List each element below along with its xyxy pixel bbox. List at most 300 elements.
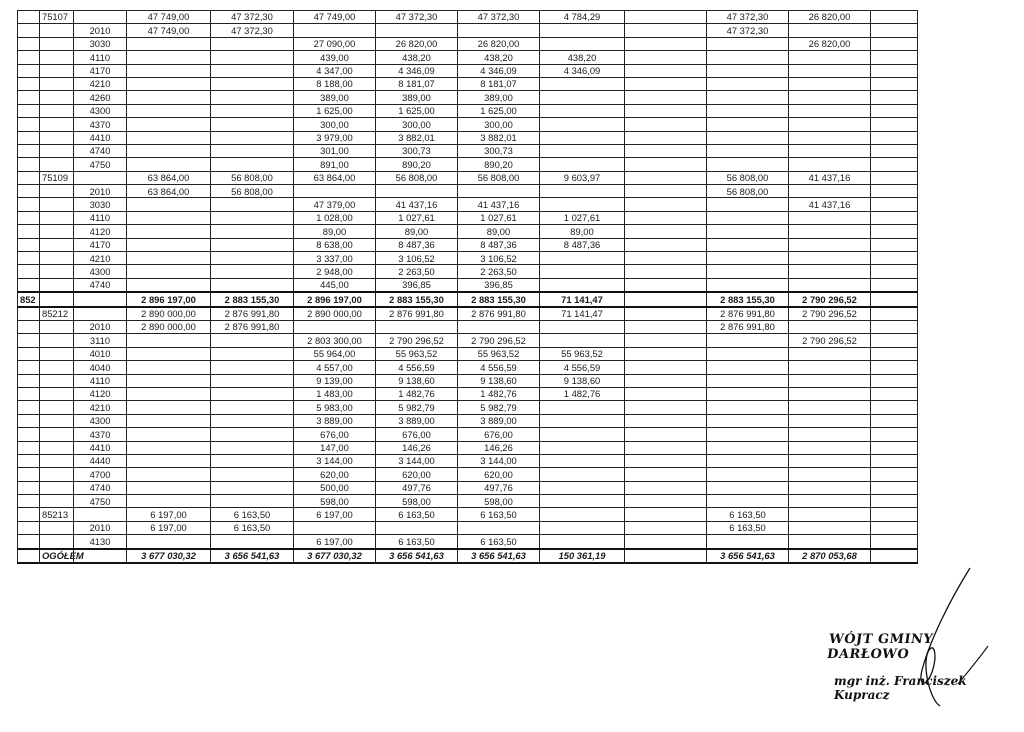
- cell-value: [294, 521, 376, 534]
- cell-value: [871, 361, 918, 374]
- cell-paragraf: [74, 307, 127, 321]
- cell-dzial: [18, 171, 40, 184]
- cell-value: [540, 278, 625, 292]
- cell-rozdzial: [40, 428, 74, 441]
- cell-value: [625, 307, 707, 321]
- cell-value: 891,00: [294, 158, 376, 171]
- cell-value: [871, 508, 918, 521]
- cell-value: [871, 401, 918, 414]
- cell-value: 2 790 296,52: [376, 334, 458, 347]
- cell-rozdzial: [40, 334, 74, 347]
- cell-value: 598,00: [294, 495, 376, 508]
- cell-value: [789, 225, 871, 238]
- cell-value: [540, 454, 625, 467]
- table-row: [18, 252, 918, 265]
- cell-paragraf: 4700: [74, 468, 127, 481]
- cell-value: [540, 414, 625, 427]
- table-row: [18, 118, 918, 131]
- cell-paragraf: 4110: [74, 211, 127, 224]
- chapter-row: [18, 307, 918, 321]
- cell-paragraf: 4120: [74, 387, 127, 400]
- cell-value: [625, 374, 707, 387]
- cell-value: [540, 198, 625, 211]
- cell-value: 300,00: [458, 118, 540, 131]
- cell-value: [625, 334, 707, 347]
- cell-value: [540, 481, 625, 494]
- cell-value: 396,85: [376, 278, 458, 292]
- cell-value: [540, 24, 625, 37]
- cell-value: [540, 468, 625, 481]
- cell-paragraf: 4110: [74, 374, 127, 387]
- cell-value: 55 963,52: [540, 347, 625, 360]
- cell-value: 497,76: [376, 481, 458, 494]
- cell-value: [625, 225, 707, 238]
- cell-value: [540, 185, 625, 198]
- cell-value: 2 876 991,80: [707, 320, 789, 333]
- cell-value: [211, 37, 294, 50]
- cell-value: [540, 441, 625, 454]
- cell-value: [789, 51, 871, 64]
- table-row: [18, 495, 918, 508]
- cell-paragraf: 4130: [74, 535, 127, 549]
- cell-dzial: [18, 252, 40, 265]
- cell-value: [707, 131, 789, 144]
- cell-value: [871, 374, 918, 387]
- cell-value: 2 883 155,30: [458, 292, 540, 306]
- total-row: [18, 549, 918, 563]
- cell-rozdzial: [40, 401, 74, 414]
- cell-value: [211, 144, 294, 157]
- cell-value: 6 163,50: [376, 535, 458, 549]
- cell-dzial: [18, 118, 40, 131]
- cell-value: 1 028,00: [294, 211, 376, 224]
- cell-paragraf: 3110: [74, 334, 127, 347]
- cell-value: 4 557,00: [294, 361, 376, 374]
- cell-value: [789, 441, 871, 454]
- cell-value: 676,00: [376, 428, 458, 441]
- cell-paragraf: 4210: [74, 401, 127, 414]
- cell-value: 2 876 991,80: [376, 307, 458, 321]
- cell-paragraf: 3030: [74, 37, 127, 50]
- cell-value: [789, 91, 871, 104]
- cell-value: [871, 468, 918, 481]
- cell-rozdzial: [40, 51, 74, 64]
- cell-value: [127, 91, 211, 104]
- cell-value: [211, 64, 294, 77]
- cell-paragraf: 4440: [74, 454, 127, 467]
- table-row: [18, 374, 918, 387]
- cell-paragraf: [74, 508, 127, 521]
- cell-value: 389,00: [294, 91, 376, 104]
- cell-paragraf: 2010: [74, 24, 127, 37]
- cell-value: 2 790 296,52: [458, 334, 540, 347]
- cell-paragraf: 4210: [74, 252, 127, 265]
- cell-value: [625, 24, 707, 37]
- table-row: [18, 211, 918, 224]
- cell-value: 3 889,00: [376, 414, 458, 427]
- cell-value: 2 883 155,30: [211, 292, 294, 306]
- cell-value: [540, 495, 625, 508]
- cell-value: [871, 387, 918, 400]
- cell-value: [540, 535, 625, 549]
- cell-value: [211, 91, 294, 104]
- cell-value: [789, 24, 871, 37]
- cell-value: [789, 238, 871, 251]
- table-row: [18, 535, 918, 549]
- cell-value: [127, 131, 211, 144]
- cell-value: [789, 521, 871, 534]
- cell-rozdzial: [40, 104, 74, 117]
- cell-value: [625, 64, 707, 77]
- cell-value: [211, 361, 294, 374]
- cell-dzial: [18, 401, 40, 414]
- cell-value: [871, 495, 918, 508]
- cell-value: [789, 131, 871, 144]
- cell-value: [127, 198, 211, 211]
- table-row: [18, 104, 918, 117]
- cell-value: [625, 454, 707, 467]
- table-row: [18, 414, 918, 427]
- cell-value: 620,00: [294, 468, 376, 481]
- cell-value: [625, 144, 707, 157]
- cell-dzial: [18, 495, 40, 508]
- cell-paragraf: 4750: [74, 158, 127, 171]
- cell-value: 3 656 541,63: [707, 549, 789, 563]
- cell-value: [540, 104, 625, 117]
- cell-value: 2 896 197,00: [127, 292, 211, 306]
- cell-value: 2 803 300,00: [294, 334, 376, 347]
- cell-dzial: [18, 185, 40, 198]
- cell-value: 1 482,76: [458, 387, 540, 400]
- cell-paragraf: [74, 171, 127, 184]
- cell-value: [127, 347, 211, 360]
- cell-value: 89,00: [540, 225, 625, 238]
- cell-rozdzial: [40, 252, 74, 265]
- stamp-title: WÓJT GMINY DARŁOWO: [825, 632, 935, 662]
- cell-value: 56 808,00: [707, 185, 789, 198]
- table-row: [18, 91, 918, 104]
- cell-value: 2 790 296,52: [789, 307, 871, 321]
- table-row: [18, 51, 918, 64]
- cell-value: 2 948,00: [294, 265, 376, 278]
- cell-paragraf: 2010: [74, 521, 127, 534]
- table-row: [18, 401, 918, 414]
- cell-value: 26 820,00: [789, 37, 871, 50]
- cell-paragraf: 4410: [74, 441, 127, 454]
- cell-value: [625, 441, 707, 454]
- cell-value: 55 963,52: [376, 347, 458, 360]
- cell-rozdzial: [40, 481, 74, 494]
- cell-value: [707, 334, 789, 347]
- cell-dzial: [18, 104, 40, 117]
- cell-value: 5 982,79: [376, 401, 458, 414]
- cell-value: 3 144,00: [458, 454, 540, 467]
- cell-value: [625, 361, 707, 374]
- cell-value: [540, 144, 625, 157]
- cell-value: 2 876 991,80: [458, 307, 540, 321]
- cell-value: 1 027,61: [376, 211, 458, 224]
- cell-value: [707, 481, 789, 494]
- cell-value: 500,00: [294, 481, 376, 494]
- cell-value: 89,00: [458, 225, 540, 238]
- cell-value: [789, 454, 871, 467]
- cell-value: [625, 481, 707, 494]
- cell-value: 1 625,00: [294, 104, 376, 117]
- cell-value: 71 141,47: [540, 307, 625, 321]
- cell-value: [211, 104, 294, 117]
- cell-value: [211, 238, 294, 251]
- cell-rozdzial: OGÓŁEM: [40, 549, 74, 563]
- cell-value: 56 808,00: [458, 171, 540, 184]
- cell-paragraf: 4260: [74, 91, 127, 104]
- cell-value: [625, 320, 707, 333]
- table-row: [18, 131, 918, 144]
- cell-value: 8 487,36: [458, 238, 540, 251]
- cell-value: [540, 252, 625, 265]
- cell-value: [789, 118, 871, 131]
- cell-value: [625, 428, 707, 441]
- cell-value: [127, 428, 211, 441]
- cell-value: 2 890 000,00: [127, 320, 211, 333]
- cell-value: 2 876 991,80: [707, 307, 789, 321]
- cell-value: [211, 495, 294, 508]
- table-row: [18, 265, 918, 278]
- cell-value: [871, 104, 918, 117]
- cell-value: 620,00: [458, 468, 540, 481]
- cell-value: [211, 225, 294, 238]
- cell-value: [871, 225, 918, 238]
- cell-value: [707, 468, 789, 481]
- table-row: [18, 77, 918, 90]
- cell-value: 8 181,07: [458, 77, 540, 90]
- cell-value: [625, 185, 707, 198]
- cell-value: [707, 454, 789, 467]
- cell-value: [789, 211, 871, 224]
- cell-value: 41 437,16: [789, 198, 871, 211]
- cell-value: 3 337,00: [294, 252, 376, 265]
- cell-dzial: [18, 441, 40, 454]
- cell-dzial: [18, 24, 40, 37]
- cell-value: 1 483,00: [294, 387, 376, 400]
- cell-rozdzial: [40, 468, 74, 481]
- cell-rozdzial: [40, 414, 74, 427]
- cell-value: 497,76: [458, 481, 540, 494]
- cell-value: 300,00: [294, 118, 376, 131]
- cell-value: [871, 131, 918, 144]
- cell-value: 63 864,00: [294, 171, 376, 184]
- cell-value: [127, 104, 211, 117]
- cell-rozdzial: [40, 37, 74, 50]
- cell-dzial: [18, 374, 40, 387]
- cell-value: [625, 51, 707, 64]
- cell-value: [127, 535, 211, 549]
- cell-value: 3 106,52: [458, 252, 540, 265]
- cell-value: 4 556,59: [540, 361, 625, 374]
- cell-value: 6 163,50: [376, 508, 458, 521]
- cell-value: [789, 278, 871, 292]
- cell-dzial: [18, 481, 40, 494]
- stamp-name: mgr inż. Franciszek Kupracz: [834, 674, 967, 702]
- cell-dzial: [18, 454, 40, 467]
- cell-value: [625, 211, 707, 224]
- table-row: [18, 347, 918, 360]
- cell-dzial: [18, 508, 40, 521]
- cell-value: [211, 211, 294, 224]
- cell-rozdzial: [40, 361, 74, 374]
- cell-rozdzial: [40, 265, 74, 278]
- cell-value: [871, 77, 918, 90]
- cell-value: 47 372,30: [211, 24, 294, 37]
- cell-rozdzial: [40, 185, 74, 198]
- cell-paragraf: 4170: [74, 238, 127, 251]
- cell-value: [625, 414, 707, 427]
- cell-value: 26 820,00: [458, 37, 540, 50]
- cell-value: 620,00: [376, 468, 458, 481]
- cell-value: [707, 374, 789, 387]
- cell-value: [871, 278, 918, 292]
- cell-value: 389,00: [376, 91, 458, 104]
- cell-value: [707, 211, 789, 224]
- cell-value: [540, 428, 625, 441]
- cell-value: 27 090,00: [294, 37, 376, 50]
- cell-dzial: [18, 64, 40, 77]
- cell-value: [871, 24, 918, 37]
- cell-rozdzial: [40, 158, 74, 171]
- cell-paragraf: 4120: [74, 225, 127, 238]
- cell-value: 6 163,50: [707, 508, 789, 521]
- cell-rozdzial: 75109: [40, 171, 74, 184]
- cell-value: 3 106,52: [376, 252, 458, 265]
- cell-rozdzial: [40, 24, 74, 37]
- cell-value: [211, 77, 294, 90]
- cell-value: [871, 428, 918, 441]
- cell-value: [789, 252, 871, 265]
- cell-value: [871, 238, 918, 251]
- cell-rozdzial: 85213: [40, 508, 74, 521]
- cell-value: [625, 535, 707, 549]
- table-row: [18, 481, 918, 494]
- table-row: [18, 468, 918, 481]
- cell-dzial: [18, 549, 40, 563]
- cell-rozdzial: [40, 495, 74, 508]
- cell-rozdzial: [40, 118, 74, 131]
- cell-value: 1 625,00: [376, 104, 458, 117]
- cell-value: [871, 292, 918, 306]
- cell-value: 6 197,00: [127, 508, 211, 521]
- cell-value: [789, 77, 871, 90]
- table-row: [18, 198, 918, 211]
- cell-value: [871, 51, 918, 64]
- cell-value: [789, 158, 871, 171]
- cell-value: 676,00: [294, 428, 376, 441]
- table-row: [18, 387, 918, 400]
- cell-value: [625, 508, 707, 521]
- cell-value: [871, 11, 918, 24]
- cell-value: [789, 64, 871, 77]
- cell-value: [625, 252, 707, 265]
- cell-value: [707, 414, 789, 427]
- cell-value: [625, 278, 707, 292]
- cell-rozdzial: [40, 454, 74, 467]
- cell-paragraf: 4740: [74, 144, 127, 157]
- cell-value: [211, 401, 294, 414]
- cell-value: 47 372,30: [707, 11, 789, 24]
- cell-value: 8 181,07: [376, 77, 458, 90]
- cell-value: [625, 265, 707, 278]
- cell-value: [127, 481, 211, 494]
- cell-dzial: [18, 334, 40, 347]
- cell-value: [211, 265, 294, 278]
- cell-dzial: [18, 211, 40, 224]
- cell-value: 598,00: [458, 495, 540, 508]
- cell-value: 300,73: [458, 144, 540, 157]
- cell-value: [871, 265, 918, 278]
- cell-rozdzial: 75107: [40, 11, 74, 24]
- cell-value: [127, 211, 211, 224]
- cell-value: [540, 77, 625, 90]
- cell-value: 89,00: [294, 225, 376, 238]
- cell-value: [871, 91, 918, 104]
- cell-value: [127, 51, 211, 64]
- cell-value: 676,00: [458, 428, 540, 441]
- cell-value: 389,00: [458, 91, 540, 104]
- cell-value: 4 346,09: [458, 64, 540, 77]
- cell-value: [127, 361, 211, 374]
- cell-rozdzial: [40, 535, 74, 549]
- table-row: [18, 185, 918, 198]
- cell-value: 6 163,50: [458, 535, 540, 549]
- cell-dzial: [18, 265, 40, 278]
- cell-value: 8 638,00: [294, 238, 376, 251]
- budget-table: [17, 10, 918, 564]
- cell-value: 47 372,30: [458, 11, 540, 24]
- cell-paragraf: 4740: [74, 481, 127, 494]
- cell-value: [127, 37, 211, 50]
- cell-value: 47 372,30: [376, 11, 458, 24]
- cell-value: 396,85: [458, 278, 540, 292]
- cell-value: 438,20: [540, 51, 625, 64]
- cell-value: [211, 118, 294, 131]
- table-row: [18, 225, 918, 238]
- cell-value: 71 141,47: [540, 292, 625, 306]
- cell-value: 3 882,01: [376, 131, 458, 144]
- cell-value: 26 820,00: [376, 37, 458, 50]
- cell-value: 56 808,00: [707, 171, 789, 184]
- cell-value: [707, 37, 789, 50]
- cell-dzial: [18, 131, 40, 144]
- chapter-row: [18, 11, 918, 24]
- cell-value: [789, 144, 871, 157]
- cell-value: [871, 64, 918, 77]
- cell-value: [871, 171, 918, 184]
- cell-value: 2 870 053,68: [789, 549, 871, 563]
- cell-value: [707, 118, 789, 131]
- cell-value: [871, 454, 918, 467]
- cell-value: [540, 521, 625, 534]
- cell-value: [625, 158, 707, 171]
- cell-dzial: [18, 468, 40, 481]
- cell-value: 41 437,16: [458, 198, 540, 211]
- cell-value: 63 864,00: [127, 171, 211, 184]
- cell-paragraf: [74, 292, 127, 306]
- cell-dzial: [18, 307, 40, 321]
- cell-value: 2 876 991,80: [211, 307, 294, 321]
- cell-rozdzial: [40, 211, 74, 224]
- cell-value: 438,20: [376, 51, 458, 64]
- table-row: [18, 361, 918, 374]
- cell-dzial: 852: [18, 292, 40, 306]
- cell-value: [211, 198, 294, 211]
